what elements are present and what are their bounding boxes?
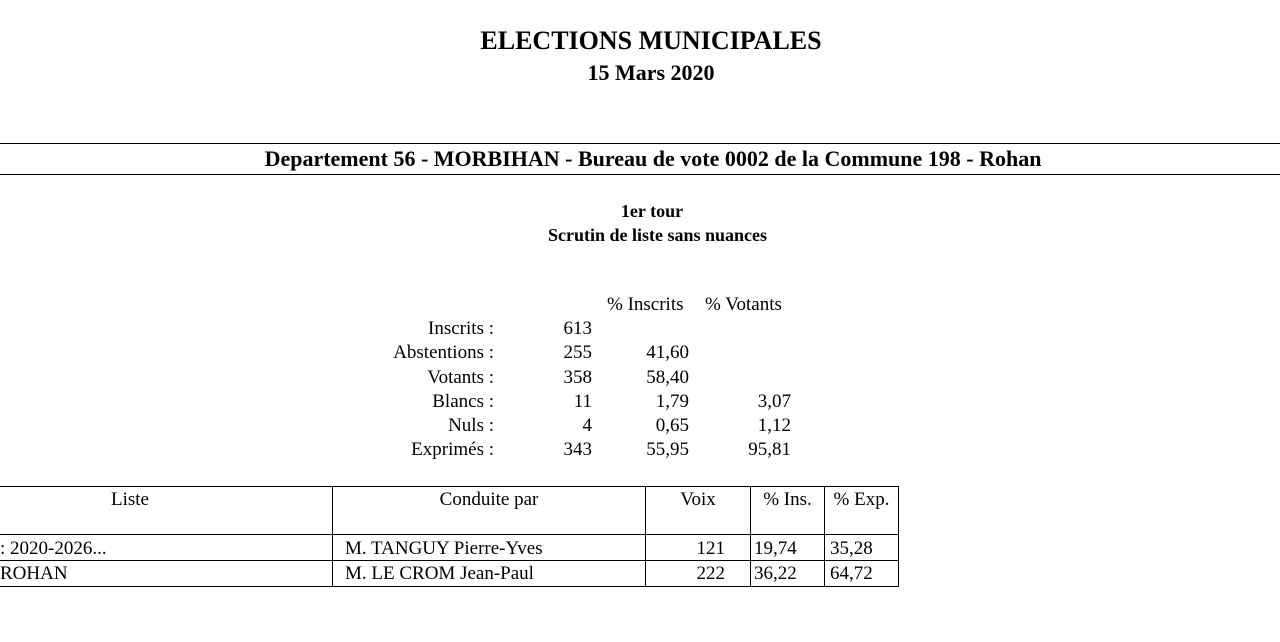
stat-label-blancs: Blancs : xyxy=(432,391,494,412)
divider-bottom xyxy=(0,174,1280,175)
col-header-pct-inscrits: % Inscrits xyxy=(607,294,684,315)
divider-top xyxy=(0,143,1280,144)
cell-pct-exp: 64,72 xyxy=(830,563,873,584)
stat-pct-inscrits-abstentions: 41,60 xyxy=(646,342,689,363)
stat-label-exprimes: Exprimés : xyxy=(411,439,494,460)
cell-pct-ins: 36,22 xyxy=(754,563,797,584)
stat-value-nuls: 4 xyxy=(582,415,592,436)
cell-liste: ROHAN xyxy=(0,563,68,584)
stat-pct-votants-nuls: 1,12 xyxy=(757,415,791,436)
cell-pct-ins: 19,74 xyxy=(754,538,797,559)
header-pct-exp: % Exp. xyxy=(833,489,890,510)
results-table xyxy=(0,486,899,587)
page-title: ELECTIONS MUNICIPALES xyxy=(480,26,822,55)
header-pct-ins: % Ins. xyxy=(763,489,812,510)
scrutin-label: Scrutin de liste sans nuances xyxy=(547,225,768,245)
stat-value-exprimes: 343 xyxy=(563,439,592,460)
header-conduite: Conduite par xyxy=(439,489,539,510)
cell-pct-exp: 35,28 xyxy=(830,538,873,559)
election-date: 15 Mars 2020 xyxy=(587,60,715,85)
stat-label-inscrits: Inscrits : xyxy=(428,318,494,339)
stat-label-abstentions: Abstentions : xyxy=(393,342,494,363)
col-header-pct-votants: % Votants xyxy=(705,294,782,315)
stat-value-inscrits: 613 xyxy=(563,318,592,339)
stat-value-blancs: 11 xyxy=(573,391,592,412)
cell-liste: : 2020-2026... xyxy=(0,538,107,559)
stat-pct-votants-exprimes: 95,81 xyxy=(748,439,791,460)
header-liste: Liste xyxy=(111,489,149,510)
stat-value-votants: 358 xyxy=(563,367,592,388)
stat-pct-votants-blancs: 3,07 xyxy=(757,391,791,412)
cell-conduite: M. LE CROM Jean-Paul xyxy=(345,563,534,584)
stat-pct-inscrits-blancs: 1,79 xyxy=(655,391,689,412)
cell-voix: 222 xyxy=(696,563,725,584)
stat-label-nuls: Nuls : xyxy=(448,415,494,436)
tour-label: 1er tour xyxy=(620,201,684,221)
stat-value-abstentions: 255 xyxy=(563,342,592,363)
header-voix: Voix xyxy=(680,489,716,510)
location-heading: Departement 56 - MORBIHAN - Bureau de vote 0002 de la Commune 198 - Rohan xyxy=(264,146,1042,171)
cell-voix: 121 xyxy=(696,538,725,559)
stat-pct-inscrits-nuls: 0,65 xyxy=(655,415,689,436)
cell-conduite: M. TANGUY Pierre-Yves xyxy=(345,538,543,559)
stat-pct-inscrits-exprimes: 55,95 xyxy=(646,439,689,460)
stat-label-votants: Votants : xyxy=(427,367,494,388)
stat-pct-inscrits-votants: 58,40 xyxy=(646,367,689,388)
